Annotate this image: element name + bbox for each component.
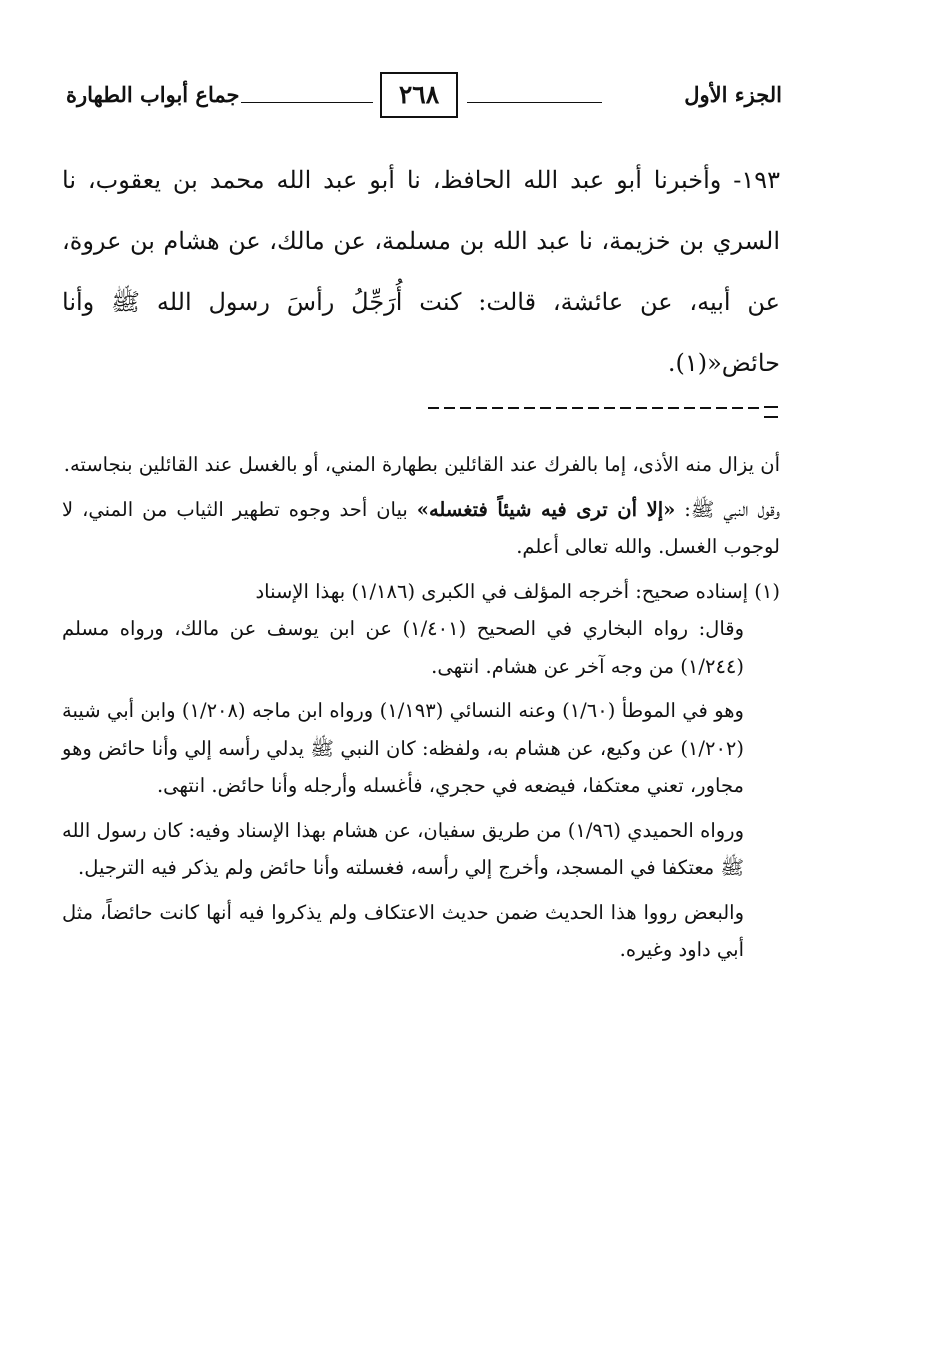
footnote-paragraph-others: والبعض رووا هذا الحديث ضمن حديث الاعتكاف ولم يذكروا فيه أنها كانت حائضاً، مثل أبي داود وغيره. [62,900,744,961]
hadith-paragraph: ١٩٣- وأخبرنا أبو عبد الله الحافظ، نا أبو عبد الله محمد بن يعقوب، نا السري بن خزيمة، نا عبد الله بن مسلمة، عن مالك، عن هشام بن عروة، عن أبيه، عن عائشة، قالت: كنت أُرَجِّلُ رأسَ رسول الله ﷺ وأنا حائض«(١). [62,166,781,377]
footnotes [62,446,780,976]
note-lead: وقول النبي ﷺ: [675,497,780,521]
note-continued: أن يزال منه الأذى، إما بالفرك عند القائلين بطهارة المني، أو بالغسل عند القائلين بنجاسته. [63,453,780,476]
page-number: ٢٦٨ [380,72,458,118]
footnote-1-body: وقال: رواه البخاري في الصحيح (١/٤٠١) عن ابن يوسف عن مالك، ورواه مسلم (١/٢٤٤) من وجه آخر عن هشام. انتهى. [62,617,745,678]
quoted-hadith: «إلا أن ترى فيه شيئاً فتغسله» [416,497,676,521]
chapter-title: جماع أبواب الطهارة [66,82,240,107]
footnote-paragraph-humaydi: ورواه الحميدي (١/٩٦) من طريق سفيان، عن هشام بهذا الإسناد وفيه: كان رسول الله ﷺ معتكفا في المسجد، وأخرج إلي رأسه، فغسلته وأنا حائض ولم يذكر فيه الترجيل. [62,818,744,879]
footnote-1-heading: (١) إسناده صحيح: أخرجه المؤلف في الكبرى (١/١٨٦) بهذا الإسناد [255,579,780,603]
separator-dashes [428,402,764,412]
volume-label: الجزء الأول [684,82,782,107]
hadith-text [62,150,780,394]
header-rule-right [467,102,602,103]
note-rest: بيان أحد وجوه تطهير الثياب من المني، لا لوجوب الغسل. والله تعالى أعلم. [62,497,780,558]
footnote-paragraph-muwatta: وهو في الموطأ (١/٦٠) وعنه النسائي (١/١٩٣) ورواه ابن ماجه (١/٢٠٨) وابن أبي شيبة (١/٢٠٢) عن وكيع، عن هشام به، ولفظه: كان النبي ﷺ يدلي رأسه إلي وأنا حائض وهو مجاور، تعني معتكفا، فيضعه في حجري، فأغسله وأرجله وأنا حائض. انتهى. [62,699,744,797]
continuation-mark [764,406,778,418]
page-header [66,72,782,124]
note-paragraph [62,491,780,566]
header-rule-left [241,102,373,103]
footnote-separator [428,402,778,432]
